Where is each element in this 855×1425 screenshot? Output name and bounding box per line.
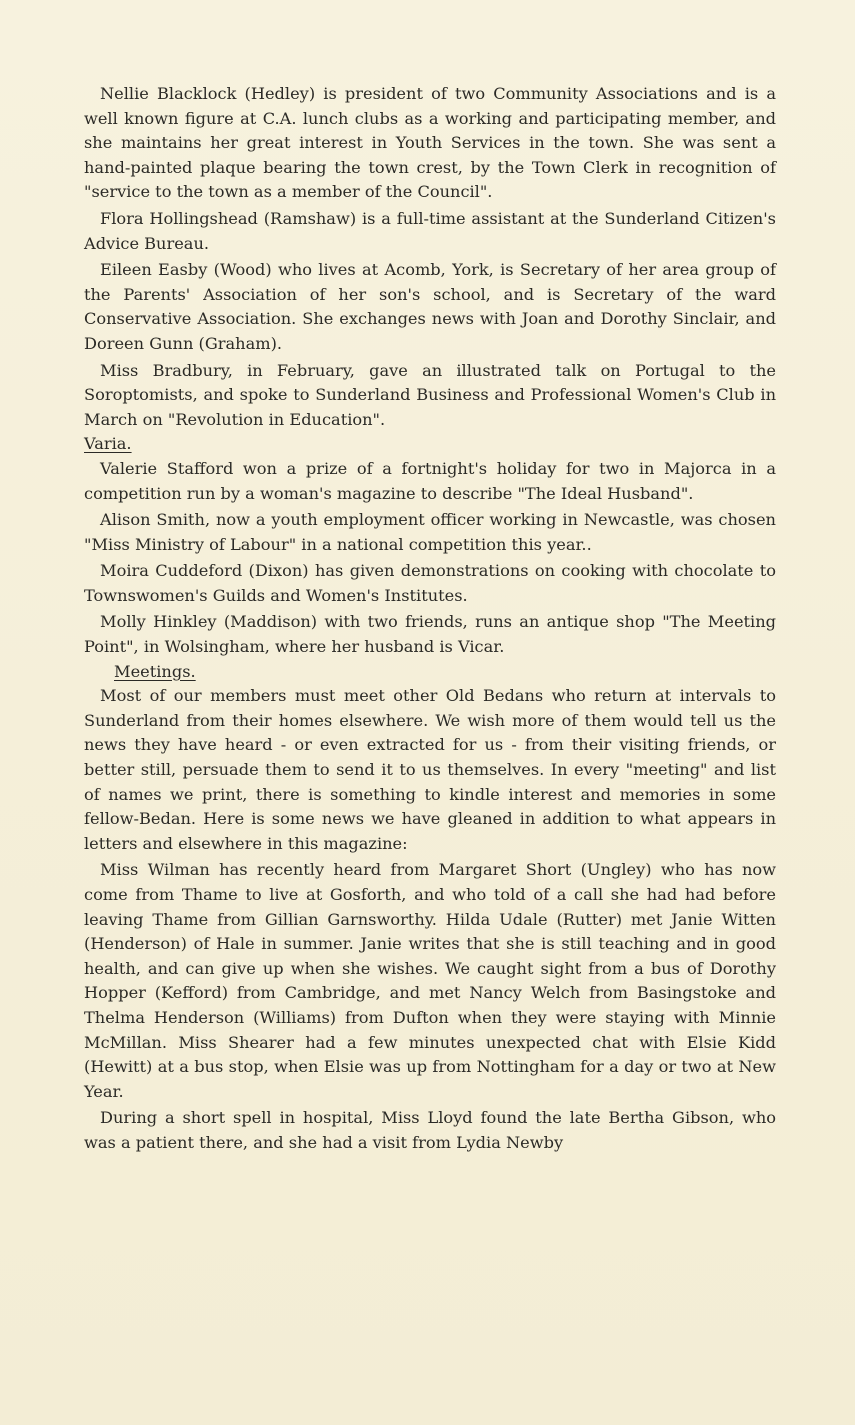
paragraph-miss-bradbury: Miss Bradbury, in February, gave an illustrated talk on Portugal to the Soroptomists, and spoke to Sunderland Business and Professional Women's Club in March on "Revolution in Education".	[84, 360, 776, 429]
paragraph-molly-hinkley: Molly Hinkley (Maddison) with two friends, runs an antique shop "The Meeting Point", in Wolsingham, where her husband is Vicar.	[84, 612, 776, 657]
section-heading-meetings: Meetings.	[114, 661, 196, 681]
document-body	[84, 82, 776, 1158]
paragraph-miss-wilman: Miss Wilman has recently heard from Margaret Short (Ungley) who has now come from Thame to live at Gosforth, and who told of a call she had had before leaving Thame from Gillian Garnsworthy. Hilda Udale (Rutter) met Janie Witten (Henderson) of Hale in summer. Janie writes that she is still teaching and in good health, and can give up when she wishes. We caught sight from a bus of Dorothy Hopper (Kefford) from Cambridge, and met Nancy Welch from Basingstoke and Thelma Henderson (Williams) from Dufton when they were staying with Minnie McMillan. Miss Shearer had a few minutes unexpected chat with Elsie Kidd (Hewitt) at a bus stop, when Elsie was up from Nottingham for a day or two at New Year.	[84, 860, 776, 1101]
paragraph-miss-lloyd: During a short spell in hospital, Miss Lloyd found the late Bertha Gibson, who was a patient there, and she had a visit from Lydia Newby	[84, 1108, 776, 1152]
paragraph-moira-cuddeford: Moira Cuddeford (Dixon) has given demonstrations on cooking with chocolate to Townswomen's Guilds and Women's Institutes.	[84, 561, 776, 605]
paragraph-nellie-blacklock: Nellie Blacklock (Hedley) is president of two Community Associations and is a well known figure at C.A. lunch clubs as a working and participating member, and she maintains her great interest in Youth Services in the town. She was sent a hand-painted plaque bearing the town crest, by the Town Clerk in recognition of "service to the town as a member of the Council".	[84, 84, 776, 202]
paragraph-valerie-stafford: Valerie Stafford won a prize of a fortnight's holiday for two in Majorca in a competition run by a woman's magazine to describe "The Ideal Husband".	[84, 458, 776, 503]
paragraph-eileen-easby: Eileen Easby (Wood) who lives at Acomb, York, is Secretary of her area group of the Parents' Association of her son's school, and is Secretary of the ward Conservative Association. She exchanges news with Joan and Dorothy Sinclair, and Doreen Gunn (Graham).	[84, 260, 776, 353]
paragraph-flora-hollingshead: Flora Hollingshead (Ramshaw) is a full-time assistant at the Sunderland Citizen's Advice Bureau.	[84, 208, 776, 253]
section-heading-varia: Varia.	[84, 434, 132, 454]
paragraph-alison-smith: Alison Smith, now a youth employment officer working in Newcastle, was chosen "Miss Ministry of Labour" in a national competition this year..	[84, 510, 776, 554]
paragraph-meetings-intro: Most of our members must meet other Old Bedans who return at intervals to Sunderland from their homes elsewhere. We wish more of them would tell us the news they have heard - or even extracted for us - from their visiting friends, or better still, persuade them to send it to us themselves. In every "meeting" and list of names we print, there is something to kindle interest and memories in some fellow-Bedan. Here is some news we have gleaned in addition to what appears in letters and elsewhere in this magazine:	[84, 686, 776, 853]
